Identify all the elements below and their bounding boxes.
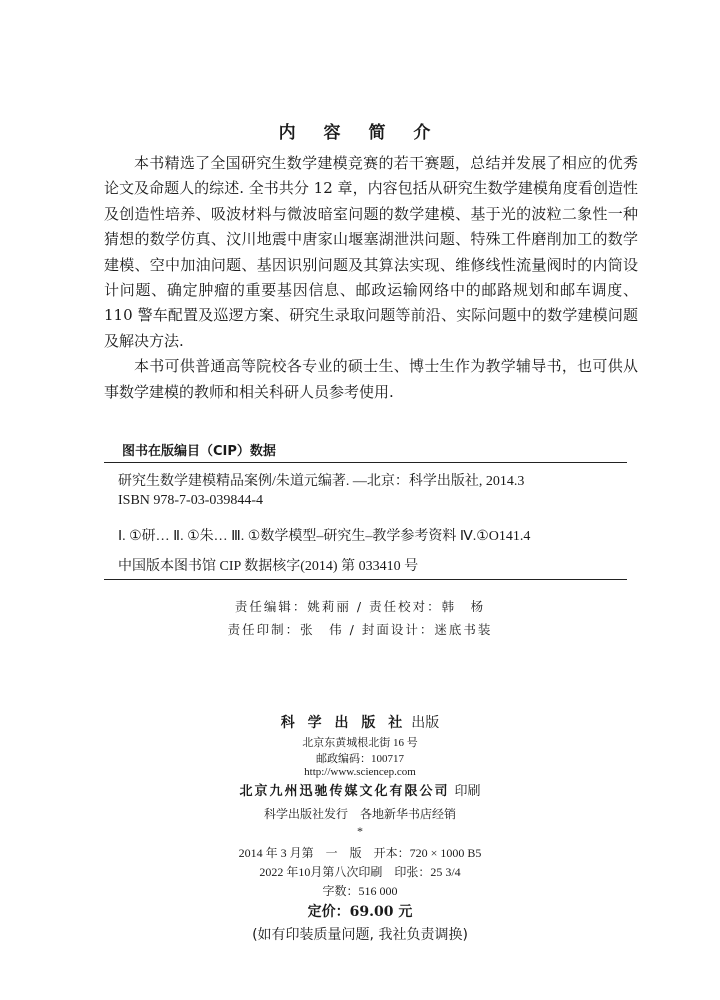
printer-suffix: 印刷 (454, 784, 481, 799)
page-title: 内 容 简 介 (278, 123, 442, 143)
edition-line: 2014 年 3 月第 一 版 开本：720 × 1000 B5 (238, 846, 482, 860)
publisher-url: http://www.sciencep.com (304, 766, 416, 778)
publisher-name: 科 学 出 版 社 (280, 715, 407, 731)
intro-section (104, 151, 638, 405)
editors-line-2: 责任印制：张 伟 / 封面设计：迷底书装 (227, 622, 493, 637)
publisher-line (0, 712, 720, 732)
cip-line-3: Ⅰ. ①研… Ⅱ. ①朱… Ⅲ. ①数学模型–研究生–教学参考资料 Ⅳ.①O141.4 (118, 529, 531, 544)
price-label: 定价： (307, 904, 350, 920)
printing-line: 2022 年10月第八次印刷 印张：25 3/4 (259, 865, 461, 879)
cip-heading: 图书在版编目（CIP）数据 (122, 444, 276, 459)
printer-name: 北京九州迅驰传媒文化有限公司 (239, 784, 450, 799)
printer-line (0, 780, 720, 799)
intro-paragraph-1: 本书精选了全国研究生数学建模竞赛的若干赛题，总结并发展了相应的优秀论文及命题人的综述. 全书共分 12 章，内容包括从研究生数学建模角度看创造性及创造性培养、吸波材料与微波暗室问题的数学建模、基于光的波粒二象性一种猜想的数学仿真、汶川地震中唐家山堰塞湖泄洪问题、特殊工件磨削加工的数学建模、空中加油问题、基因识别问题及其算法实现、维修线性流量阀时的内筒设计问题、确定肿瘤的重要基因信息、邮政运输网络中的邮路规划和邮车调度、110 警车配置及巡逻方案、研究生录取问题等前沿、实际问题中的数学建模问题及解决方法. (104, 154, 638, 350)
intro-paragraph-2: 本书可供普通高等院校各专业的硕士生、博士生作为教学辅导书，也可供从事数学建模的教师和相关科研人员参考使用. (104, 357, 638, 401)
separator-star: * (357, 824, 363, 838)
publisher-address: 北京东黄城根北街 16 号 (302, 737, 418, 749)
publisher-postcode: 邮政编码：100717 (316, 753, 404, 765)
cip-line-2: ISBN 978-7-03-039844-4 (118, 493, 264, 508)
distribution-line: 科学出版社发行 各地新华书店经销 (263, 807, 456, 821)
publisher-suffix: 出版 (411, 715, 440, 731)
cip-top-rule (104, 462, 627, 463)
price-line (0, 901, 720, 921)
wordcount-line: 字数：516 000 (322, 884, 398, 898)
cip-line-4: 中国版本图书馆 CIP 数据核字(2014) 第 033410 号 (118, 559, 419, 574)
editors-line-1: 责任编辑：姚莉丽 / 责任校对：韩 杨 (234, 599, 486, 614)
cip-bottom-rule (104, 579, 627, 580)
quality-note: (如有印装质量问题, 我社负责调换) (252, 927, 468, 943)
price-value: 69.00 元 (349, 904, 413, 920)
cip-line-1: 研究生数学建模精品案例/朱道元编著. —北京：科学出版社, 2014.3 (118, 474, 525, 489)
